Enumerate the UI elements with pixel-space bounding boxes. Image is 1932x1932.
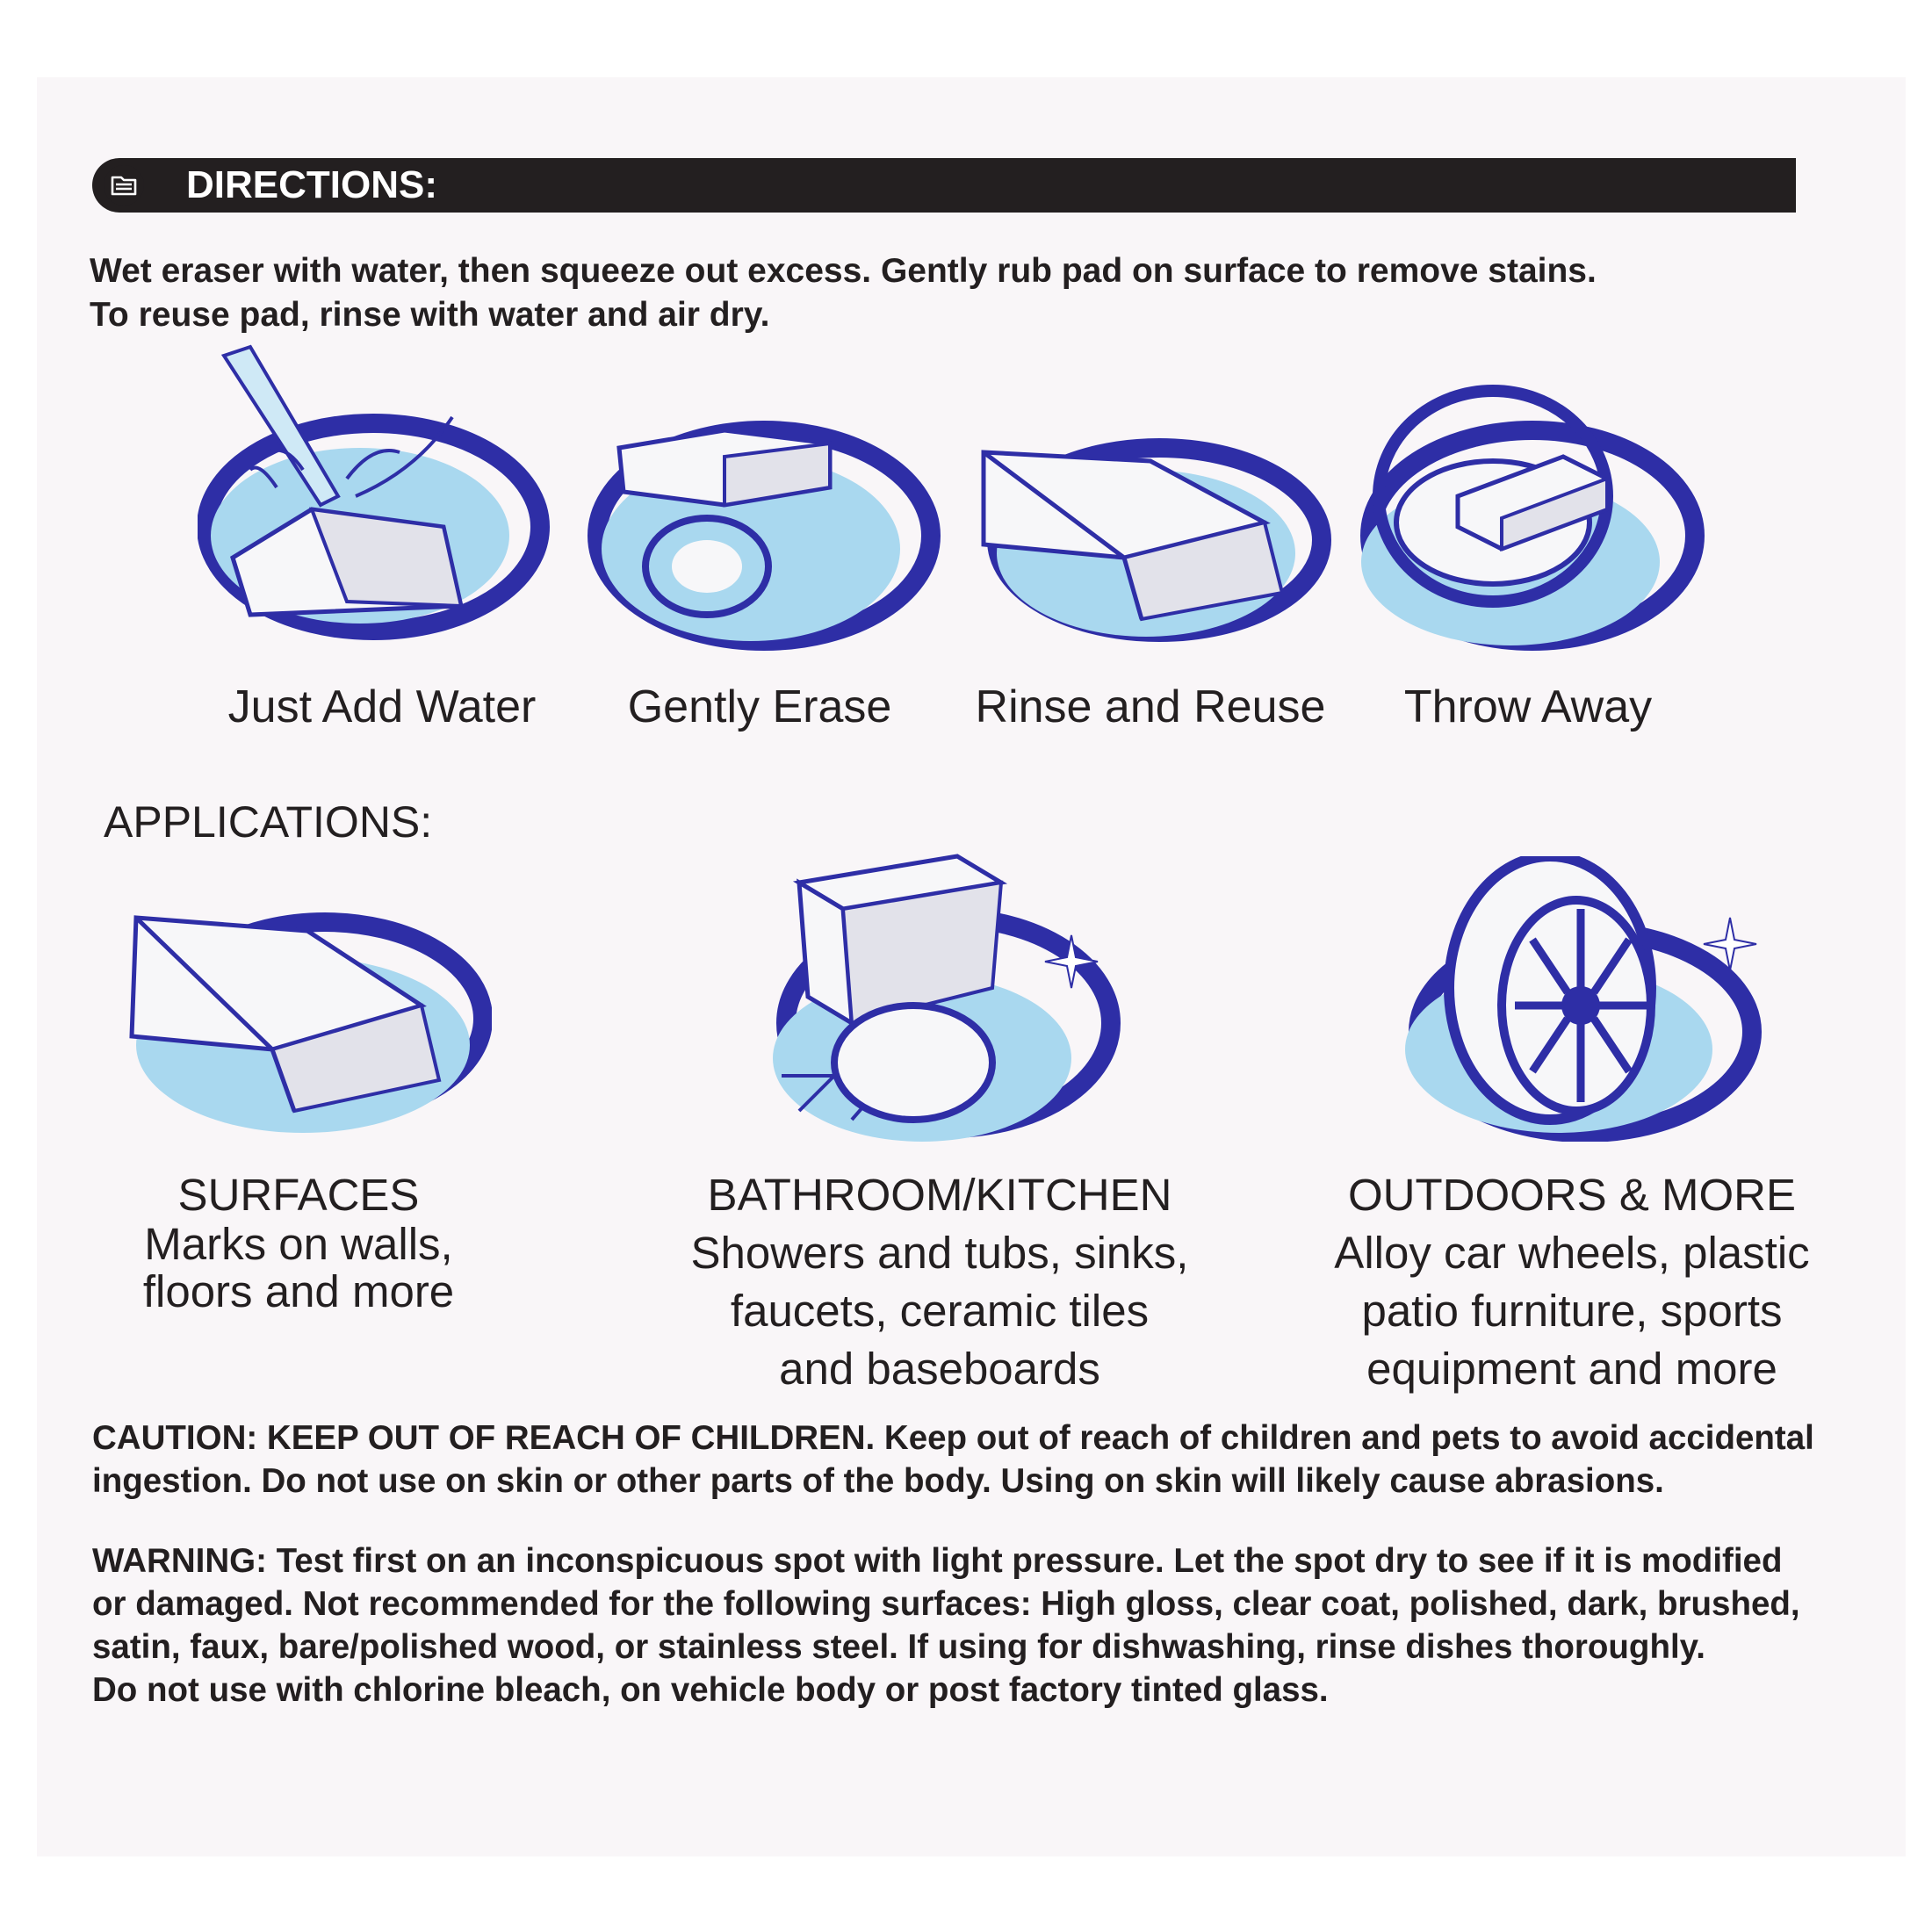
application-surfaces: [88, 1166, 509, 1321]
application-heading: SURFACES: [177, 1170, 420, 1220]
warning-notice: [92, 1539, 1892, 1712]
step-label: Throw Away: [1403, 681, 1653, 732]
directions-text: [90, 249, 1828, 337]
warning-text: Test first on an inconspicuous spot with light pressure. Let the spot dry to see if it is modified: [276, 1542, 1783, 1580]
toilet-sink-icon: [746, 847, 1124, 1146]
step-label: Just Add Water: [227, 681, 537, 732]
erasing-pad-icon: [575, 404, 944, 659]
applications-title: APPLICATIONS:: [104, 797, 433, 847]
warning-label: WARNING:: [92, 1542, 267, 1580]
application-desc-line: Alloy car wheels, plastic: [1334, 1228, 1810, 1278]
application-desc-line: Marks on walls,: [144, 1219, 453, 1269]
step-label: Rinse and Reuse: [975, 681, 1326, 732]
application-heading: BATHROOM/KITCHEN: [707, 1170, 1172, 1220]
caution-notice: [92, 1417, 1892, 1503]
step-label: Gently Erase: [627, 681, 892, 732]
caution-text: KEEP OUT OF REACH OF CHILDREN. Keep out of reach of children and pets to avoid accidental: [266, 1419, 1814, 1457]
warning-text: Do not use with chlorine bleach, on vehicle body or post factory tinted glass.: [92, 1671, 1329, 1709]
directions-line: Wet eraser with water, then squeeze out excess. Gently rub pad on surface to remove stains.: [90, 252, 1597, 290]
caution-label: CAUTION:: [92, 1419, 258, 1457]
car-wheel-icon: [1383, 856, 1770, 1142]
application-outdoors: [1308, 1166, 1835, 1398]
directions-title: DIRECTIONS:: [186, 163, 437, 206]
water-splash-eraser-icon: [198, 338, 566, 654]
application-desc-line: faucets, ceramic tiles: [730, 1286, 1150, 1336]
disposed-eraser-icon: [1344, 364, 1712, 654]
application-desc-line: and baseboards: [779, 1344, 1100, 1394]
folder-icon: [104, 165, 144, 205]
application-desc-line: Showers and tubs, sinks,: [690, 1228, 1189, 1278]
warning-text: satin, faux, bare/polished wood, or stainless steel. If using for dishwashing, rinse dishes thoroughly.: [92, 1628, 1705, 1666]
application-desc-line: patio furniture, sports: [1361, 1286, 1783, 1336]
caution-text: ingestion. Do not use on skin or other parts of the body. Using on skin will likely cause abrasions.: [92, 1462, 1664, 1500]
rinse-eraser-icon: [966, 426, 1335, 654]
application-heading: OUTDOORS & MORE: [1347, 1170, 1797, 1220]
surface-eraser-icon: [114, 905, 492, 1142]
application-desc-line: equipment and more: [1366, 1344, 1777, 1394]
application-bathroom-kitchen: [667, 1166, 1212, 1398]
warning-text: or damaged. Not recommended for the following surfaces: High gloss, clear coat, polished, dark, brushed,: [92, 1585, 1800, 1623]
application-desc-line: floors and more: [142, 1266, 455, 1316]
directions-line: To reuse pad, rinse with water and air dry.: [90, 296, 770, 334]
